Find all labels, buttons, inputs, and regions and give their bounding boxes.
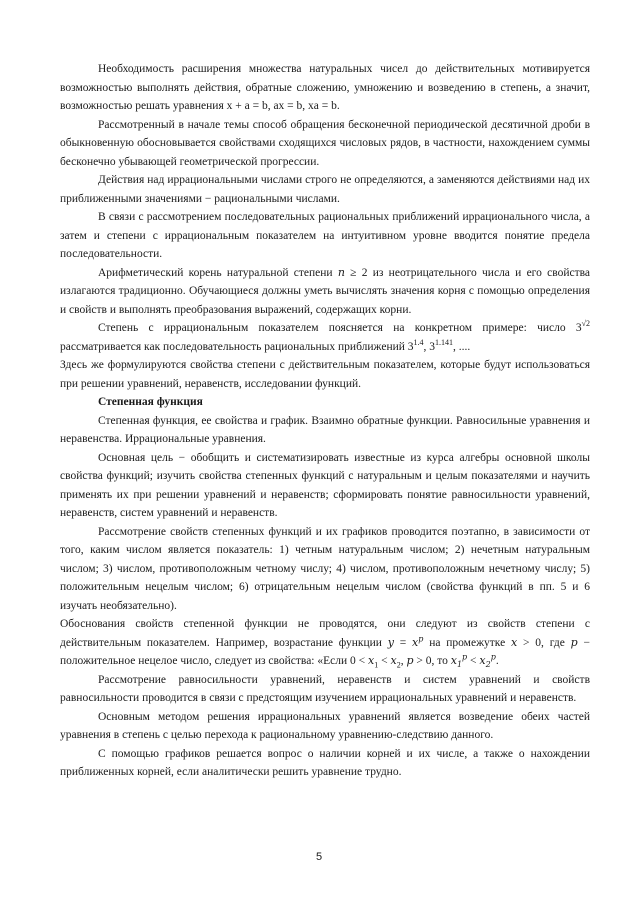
paragraph-3: Действия над иррациональными числами строго не определяются, а заменяются действиями над их приближенными значениями − рациональными числами. — [60, 174, 590, 205]
paragraph-13: Основным методом решения иррациональных уравнений является возведение обеих частей уравнения в степень с целью перехода к рациональному уравнению-следствию данного. — [60, 710, 590, 741]
paragraph-6: Степень с иррациональным показателем поясняется на конкретном примере: число $3^{√2}$ рассматривается как последовательность рациональных приближений $3^{1.4}$, $3^{1.141}$, .... — [60, 319, 590, 353]
paragraph-5: Арифметический корень натуральной степени n ≥ 2 из неотрицательного числа и его свойства излагаются традиционно. Обучающиеся должны уметь вычислять значения корня с помощью определения и свойств и выполнять преобразования выражений, содержащих корни. — [60, 265, 590, 316]
paragraph-10: Рассмотрение свойств степенных функций и их графиков проводится поэтапно, в зависимости от того, каким числом является показатель: 1) четным натуральным числом; 2) нечетным натуральным числом; 3) числом, противоположным четному числу; 4) числом, противоположным нечетному числу; 5) положительным нецелым числом; 6) отрицательным нецелым числом (свойства функций в пп. 5 и 6 изучать необязательно). — [60, 525, 590, 612]
paragraph-11: Обоснования свойств степенной функции не проводятся, они следуют из свойств степени с действительным показателем. Например, возрастание функции $y = x^p$ на промежутке x > 0, где p − положительное нецелое число, следует из свойства: «Если $0 < x_1 < x_2$, p > 0, то $x_1^p < x_2^p$. — [60, 618, 590, 670]
paragraph-14: С помощью графиков решается вопрос о наличии корней и их числе, а также о нахождении приближенных корней, если аналитически решить уравнение трудно. — [60, 747, 590, 778]
paragraph-4: В связи с рассмотрением последовательных рациональных приближений иррационального числа, а затем и степени с иррациональным показателем на интуитивном уровне вводится понятие предела последовательности. — [60, 211, 590, 260]
paragraph-1: Необходимость расширения множества натуральных чисел до действительных мотивируется возможностью выполнять действия, обратные сложению, умножению и возведению в степень, а значит, возможностью решать уравнения x + a = b, ax = b, xa = b. — [60, 63, 590, 112]
document-body — [60, 60, 590, 782]
paragraph-8: Степенная функция, ее свойства и график. Взаимно обратные функции. Равносильные уравнения и неравенства. Иррациональные уравнения. — [60, 414, 590, 445]
paragraph-2: Рассмотренный в начале темы способ обращения бесконечной периодической десятичной дроби в обыкновенную обосновывается свойствами сходящихся числовых рядов, в частности, нахождением суммы бесконечно убывающей геометрической прогрессии. — [60, 118, 590, 168]
page-number: 5 — [315, 851, 323, 863]
paragraph-9: Основная цель − обобщить и систематизировать известные из курса алгебры основной школы свойства функций; изучить свойства степенных функций с натуральным и целым показателями и научить применять их при решении уравнений и неравенств; сформировать понятие равносильности уравнений, неравенств, систем уравнений и неравенств. — [60, 451, 590, 519]
section-heading: Степенная функция — [98, 396, 203, 408]
paragraph-7: Здесь же формулируются свойства степени с действительным показателем, которые будут использоваться при решении уравнений, неравенств, исследовании функций. — [60, 359, 590, 390]
paragraph-12: Рассмотрение равносильности уравнений, неравенств и систем уравнений и свойств равносильности проводится в связи с предстоящим изучением иррациональных уравнений и неравенств. — [60, 673, 590, 704]
